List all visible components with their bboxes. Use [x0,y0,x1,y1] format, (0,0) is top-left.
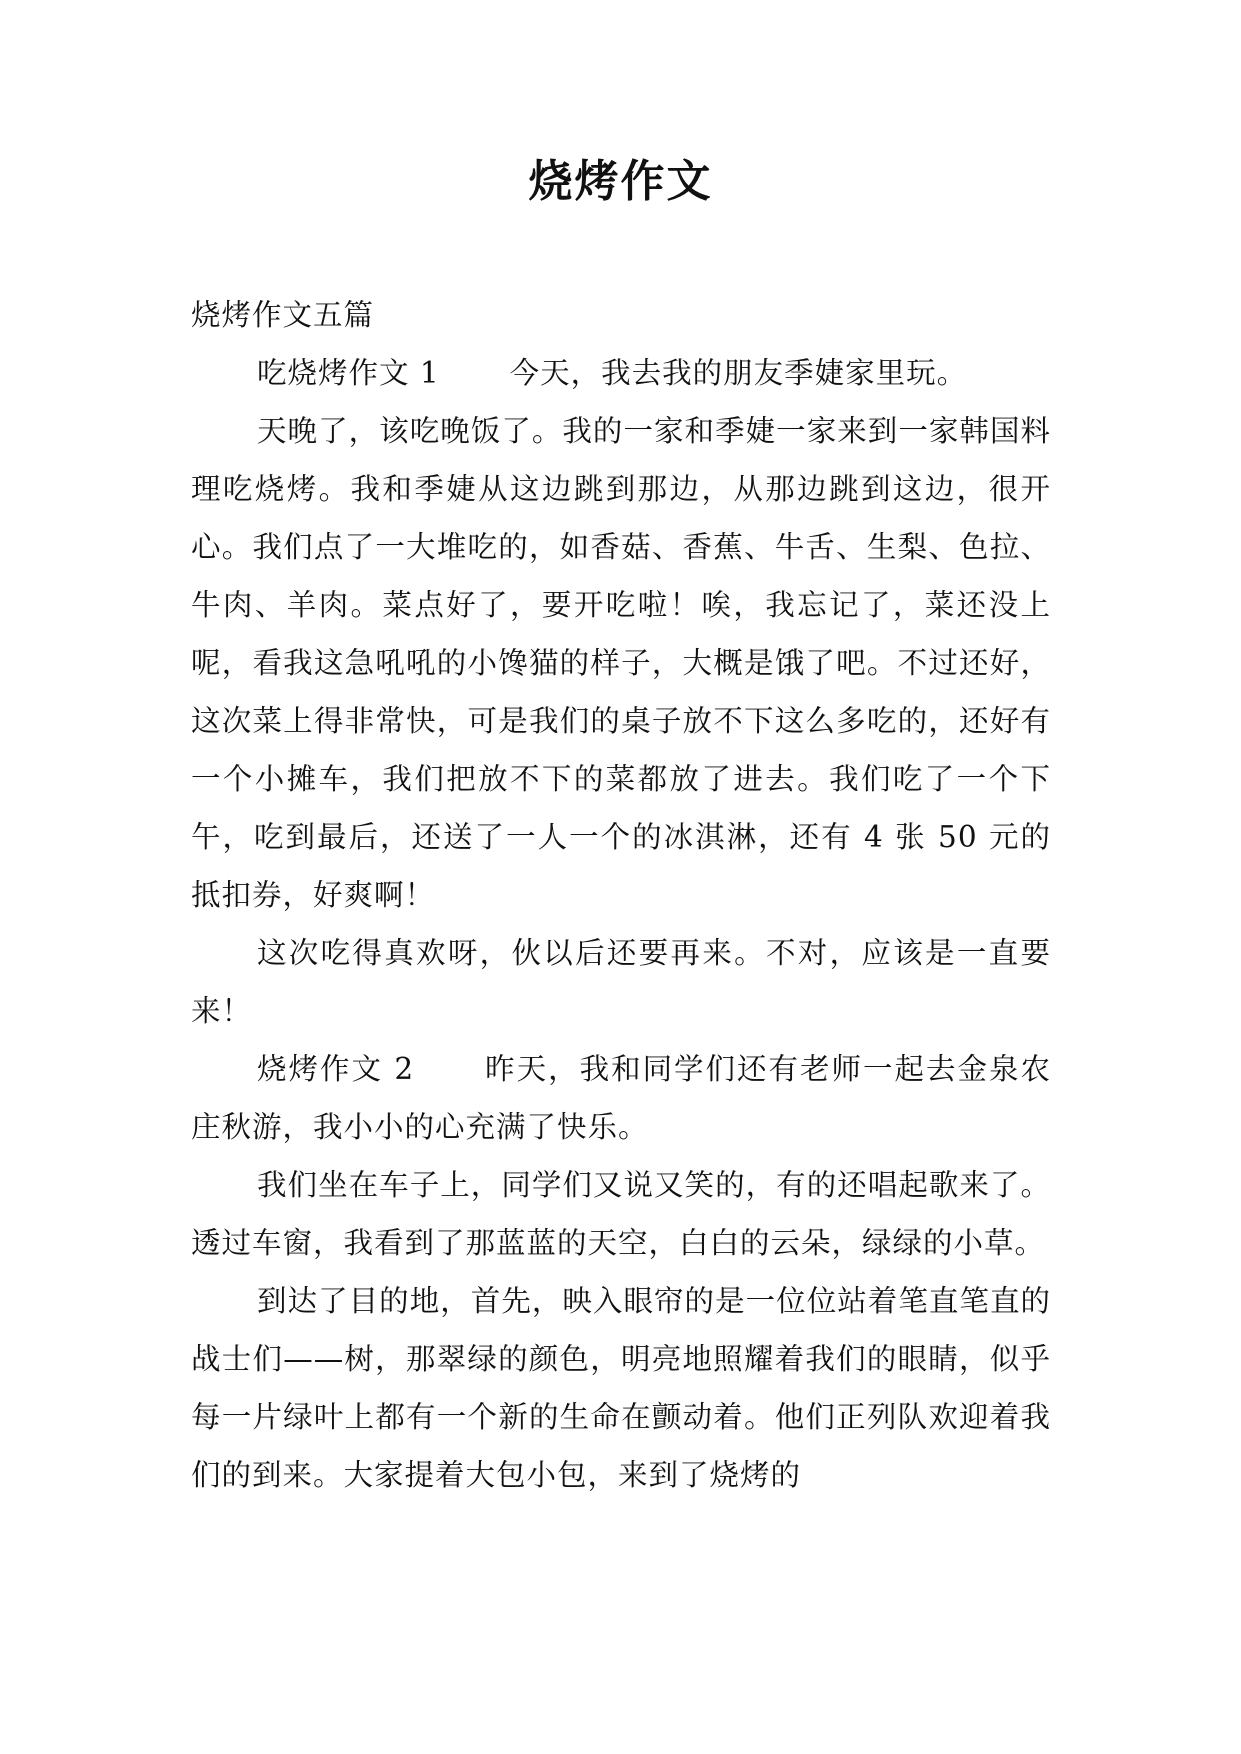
essay-2-paragraph: 我们坐在车子上，同学们又说又笑的，有的还唱起歌来了。透过车窗，我看到了那蓝蓝的天空，白白的云朵，绿绿的小草。 [191,1168,1051,1260]
essay-2-heading-line [191,1040,1051,1156]
essay-1-heading: 吃烧烤作文 1 [257,356,440,390]
essay-1-paragraph: 这次吃得真欢呀，伙以后还要再来。不对，应该是一直要来！ [191,936,1051,1028]
document-body [191,286,1051,1504]
essay-1-heading-line [191,344,1051,402]
document-subtitle: 烧烤作文五篇 [191,298,375,332]
essay-2-heading: 烧烤作文 2 [257,1052,415,1086]
essay-1-first-line: 今天，我去我的朋友季婕家里玩。 [509,356,968,390]
essay-2-paragraph: 到达了目的地，首先，映入眼帘的是一位位站着笔直笔直的战士们——树，那翠绿的颜色，明亮地照耀着我们的眼睛，似乎每一片绿叶上都有一个新的生命在颤动着。他们正列队欢迎着我们的到来。大家提着大包小包，来到了烧烤的 [191,1284,1051,1492]
document-title: 烧烤作文 [528,156,713,207]
essay-2-first-line: 昨天，我和同学们还有老师一起去金泉农庄秋游，我小小的心充满了快乐。 [191,1052,1051,1144]
essay-1-paragraph: 天晚了，该吃晚饭了。我的一家和季婕一家来到一家韩国料理吃烧烤。我和季婕从这边跳到那边，从那边跳到这边，很开心。我们点了一大堆吃的，如香菇、香蕉、牛舌、生梨、色拉、牛肉、羊肉。菜点好了，要开吃啦！唉，我忘记了，菜还没上呢，看我这急吼吼的小馋猫的样子，大概是饿了吧。不过还好，这次菜上得非常快，可是我们的桌子放不下这么多吃的，还好有一个小摊车，我们把放不下的菜都放了进去。我们吃了一个下午，吃到最后，还送了一人一个的冰淇淋，还有 4 张 50 元的抵扣券，好爽啊！ [191,414,1051,912]
